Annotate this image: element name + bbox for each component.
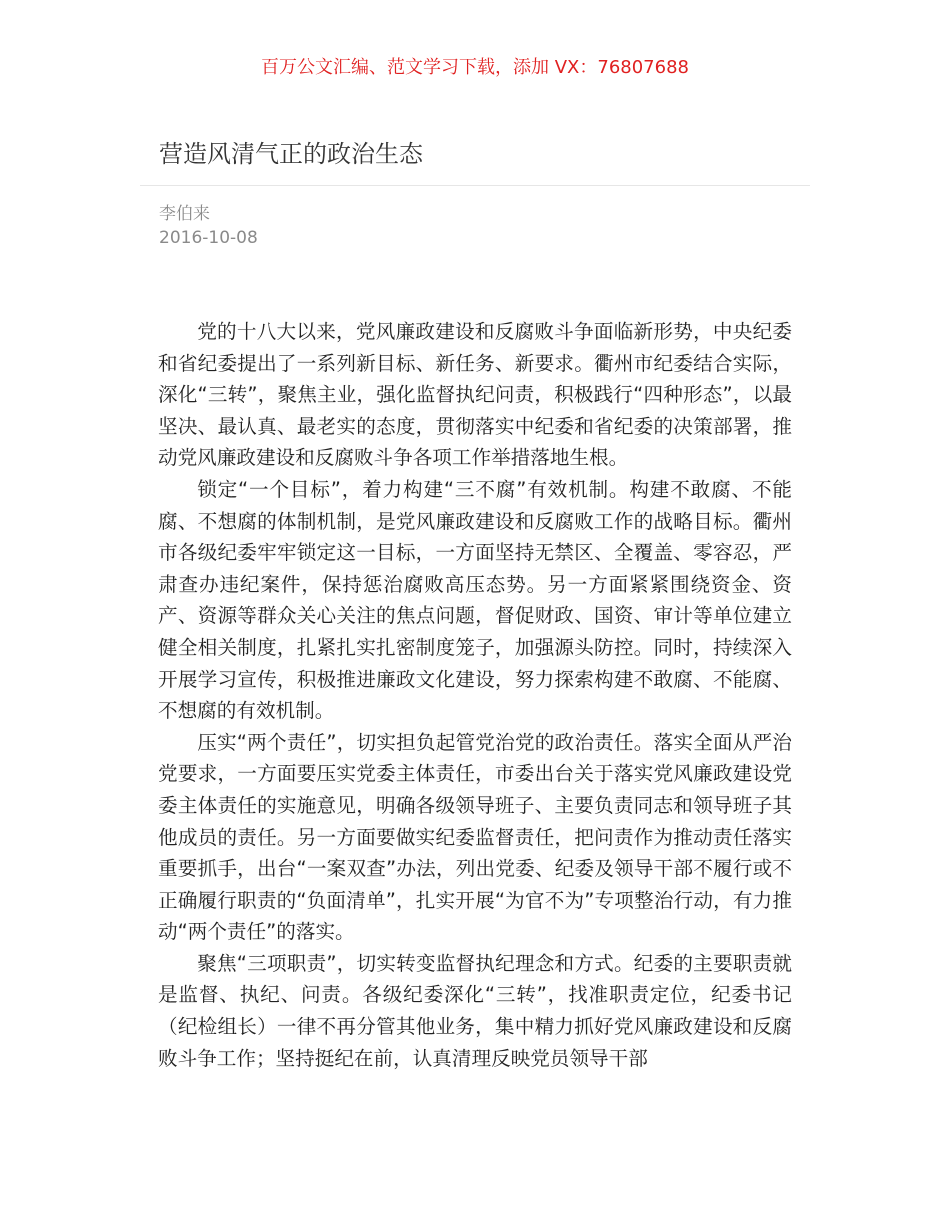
article-paragraph: 压实“两个责任”，切实担负起管党治党的政治责任。落实全面从严治党要求，一方面要压实党委主体责任，市委出台关于落实党风廉政建设党委主体责任的实施意见，明确各级领导班子、主要负责同志和领导班子其他成员的责任。另一方面要做实纪委监督责任，把问责作为推动责任落实重要抓手，出台“一案双查”办法，列出党委、纪委及领导干部不履行或不正确履行职责的“负面清单”，扎实开展“为官不为”专项整治行动，有力推动“两个责任”的落实。 [158, 730, 792, 944]
article-date: 2016-10-08 [159, 228, 258, 248]
promo-banner: 百万公文汇编、范文学习下载，添加 VX：76807688 [261, 57, 689, 78]
article-paragraph: 锁定“一个目标”，着力构建“三不腐”有效机制。构建不敢腐、不能腐、不想腐的体制机制，是党风廉政建设和反腐败工作的战略目标。衢州市各级纪委牢牢锁定这一目标，一方面坚持无禁区、全覆盖、零容忍，严肃查办违纪案件，保持惩治腐败高压态势。另一方面紧紧围绕资金、资产、资源等群众关心关注的焦点问题，督促财政、国资、审计等单位建立健全相关制度，扎紧扎实扎密制度笼子，加强源头防控。同时，持续深入开展学习宣传，积极推进廉政文化建设，努力探索构建不敢腐、不能腐、不想腐的有效机制。 [158, 477, 792, 723]
article-body [158, 316, 792, 1074]
article-paragraph: 党的十八大以来，党风廉政建设和反腐败斗争面临新形势，中央纪委和省纪委提出了一系列新目标、新任务、新要求。衢州市纪委结合实际，深化“三转”，聚焦主业，强化监督执纪问责，积极践行“四种形态”，以最坚决、最认真、最老实的态度，贯彻落实中纪委和省纪委的决策部署，推动党风廉政建设和反腐败斗争各项工作举措落地生根。 [158, 320, 792, 470]
article-author: 李伯来 [159, 204, 210, 224]
article-paragraph: 聚焦“三项职责”，切实转变监督执纪理念和方式。纪委的主要职责就是监督、执纪、问责。各级纪委深化“三转”，找准职责定位，纪委书记（纪检组长）一律不再分管其他业务，集中精力抓好党风廉政建设和反腐败斗争工作；坚持挺纪在前，认真清理反映党员领导干部 [158, 951, 792, 1070]
article-title: 营造风清气正的政治生态 [159, 140, 423, 168]
title-divider [140, 185, 810, 186]
